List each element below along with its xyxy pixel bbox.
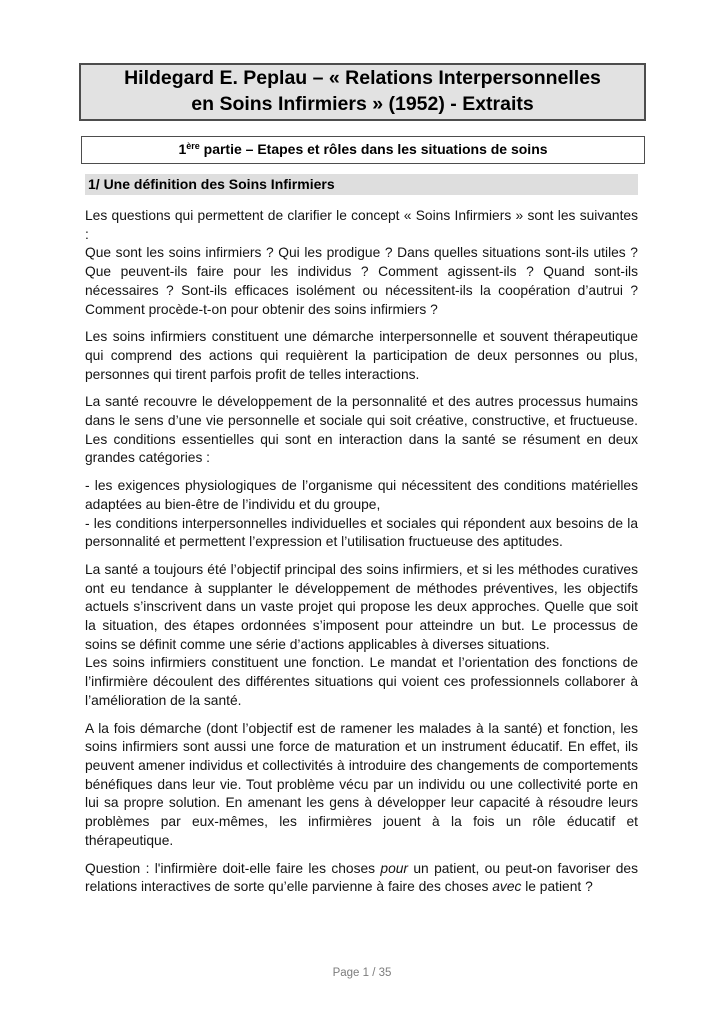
section-heading: 1/ Une définition des Soins Infirmiers — [85, 174, 638, 195]
italic-text-run: avec — [492, 879, 522, 895]
text-run: Les questions qui permettent de clarifier le concept « Soins Infirmiers » sont les suivantes : — [85, 208, 638, 242]
text-run: A la fois démarche (dont l’objectif est de ramener les malades à la santé) et fonction, les soins infirmiers sont aussi une force de maturation et un instrument éducatif. En effet, ils peuvent amener individus et collectivités à introduire des changements de comportements bénéfiques dans leur vie. Tout problème vécu par un individu ou une collectivité porte en lui sa propre solution. En amenant les gens à développer leur capacité à résoudre leurs problèmes par eux-mêmes, les infirmières jouent à la fois un rôle éducatif et thérapeutique. — [85, 720, 638, 848]
text-run: un patient, ou peut-on favoriser des relations interactives de sorte qu’elle parvienne à faire des choses — [85, 860, 638, 895]
text-run: le patient ? — [521, 879, 593, 895]
body-paragraph — [85, 720, 638, 851]
text-run: Que sont les soins infirmiers ? Qui les prodigue ? Dans quelles situations sont-ils utiles ? Que peuvent-ils faire pour les individus ? Comment agissent-ils ? Quand sont-ils nécessaires ? Sont-ils efficaces isolément ou nécessitent-ils la coopération d’autrui ? Comment procède-t-on pour obtenir des soins infirmiers ? — [85, 245, 638, 317]
body-paragraph — [85, 477, 638, 552]
text-run: Les soins infirmiers constituent une fonction. Le mandat et l’orientation des fonctions de l’infirmière découlent des différentes situations qui voient ces professionnels collaborer à l’amélioration de la santé. — [85, 655, 638, 708]
text-run: Question : l'infirmière doit-elle faire les choses — [85, 860, 381, 876]
part-number: 1 — [178, 141, 187, 157]
body-paragraph — [85, 393, 638, 468]
part-ordinal-superscript: ère — [186, 141, 200, 151]
text-run: Les soins infirmiers constituent une démarche interpersonnelle et souvent thérapeutique qui comprend des actions qui requièrent la participation de deux personnes ou plus, personnes qui tirent parfois profit de telles interactions. — [85, 329, 638, 382]
page-number: Page 1 / 35 — [332, 967, 392, 979]
body-paragraph — [85, 860, 638, 897]
text-run: - les exigences physiologiques de l’organisme qui nécessitent des conditions matérielles adaptées au bien-être de l’individu et du groupe, — [85, 478, 638, 512]
body — [85, 207, 638, 897]
body-paragraph — [85, 561, 638, 711]
body-paragraph — [85, 328, 638, 384]
italic-text-run: pour — [380, 860, 409, 876]
text-run: - les conditions interpersonnelles individuelles et sociales qui répondent aux besoins de la personnalité et permettent l’expression et l’utilisation fructueuse des aptitudes. — [85, 515, 638, 550]
part-banner-label: partie – Etapes et rôles dans les situations de soins — [199, 141, 548, 157]
part-banner — [81, 136, 645, 164]
document-title-line-2: en Soins Infirmiers » (1952) - Extraits — [191, 92, 534, 115]
page-content — [79, 63, 646, 906]
page-footer — [0, 966, 724, 980]
text-run: La santé recouvre le développement de la personnalité et des autres processus humains dans le sens d’une vie personnelle et sociale qui soit créative, constructive, et fructueuse. Les conditions essentielles qui sont en interaction dans la santé se résument en deux grandes catégories : — [85, 394, 638, 466]
body-paragraph — [85, 207, 638, 319]
document-title-line-1: Hildegard E. Peplau – « Relations Interpersonnelles — [124, 67, 601, 89]
title-box — [79, 63, 646, 121]
text-run: La santé a toujours été l’objectif principal des soins infirmiers, et si les méthodes curatives ont eu tendance à supplanter le développement de méthodes préventives, les objectifs actuels s’inscrivent dans un vaste projet qui propose les deux approches. Quelle que soit la situation, des étapes ordonnées s’imposent pour atteindre un but. Le processus de soins se définit comme une série d’actions applicables à diverses situations. — [85, 561, 638, 652]
